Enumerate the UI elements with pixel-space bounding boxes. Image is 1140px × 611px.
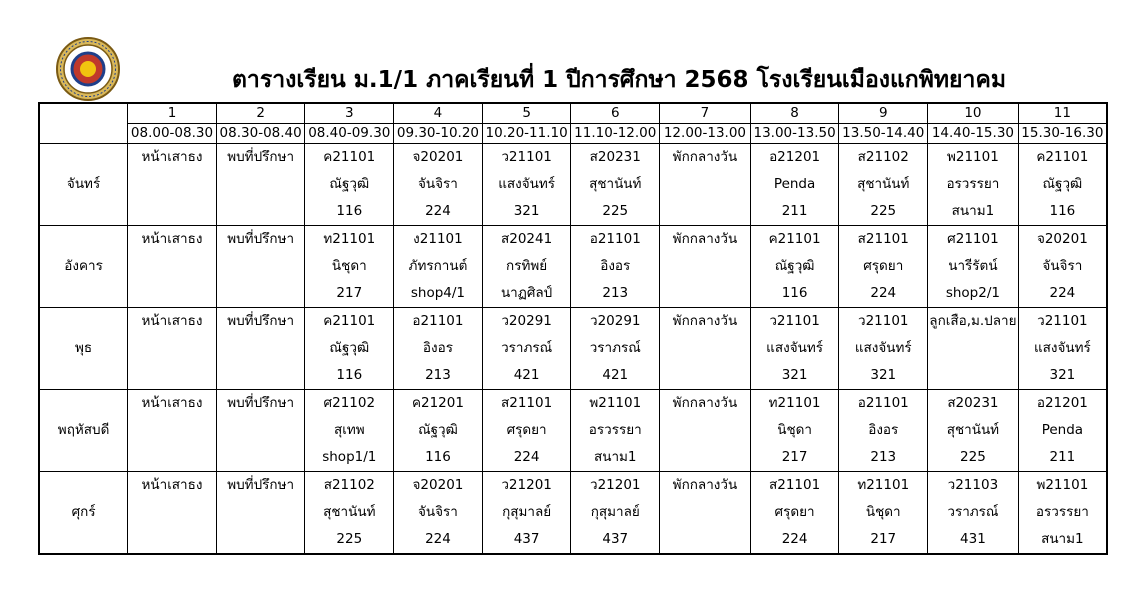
subject-code: จ20201 — [412, 149, 464, 165]
day-name: จันทร์ — [39, 144, 128, 226]
period-number: 2 — [216, 103, 305, 124]
period-number: 9 — [839, 103, 928, 124]
page-title: ตารางเรียน ม.1/1 ภาคเรียนที่ 1 ปีการศึกษา 2568 โรงเรียนเมืองแกพิทยาคม — [232, 67, 1006, 93]
room — [217, 444, 305, 471]
teacher-name — [128, 417, 216, 444]
subject-code: พักกลางวัน — [672, 313, 738, 329]
teacher-name: แสงจันทร์ — [766, 340, 823, 356]
schedule-cell — [839, 308, 928, 390]
school-logo — [55, 36, 121, 102]
schedule-cell — [750, 144, 839, 226]
subject-code: ศ21102 — [323, 395, 376, 411]
subject-code: พักกลางวัน — [672, 231, 738, 247]
room: 437 — [602, 531, 629, 547]
subject-code: พักกลางวัน — [672, 149, 738, 165]
subject-code: ว21201 — [590, 477, 641, 493]
subject-code: อ21101 — [412, 313, 464, 329]
subject-code: ส20241 — [501, 231, 553, 247]
schedule-cell — [1018, 226, 1107, 308]
subject-code: ว21101 — [769, 313, 820, 329]
schedule-cell — [839, 472, 928, 555]
teacher-name: แสงจันทร์ — [1033, 340, 1091, 356]
period-number: 7 — [660, 103, 751, 124]
period-time: 14.40-15.30 — [928, 124, 1019, 144]
room: 217 — [781, 449, 808, 465]
teacher-name — [217, 335, 305, 362]
teacher-name: ณัฐวุฒิ — [1042, 176, 1083, 192]
room — [128, 198, 216, 225]
teacher-name: ณัฐวุฒิ — [774, 258, 815, 274]
room: 116 — [781, 285, 808, 301]
room: 224 — [425, 203, 451, 219]
schedule-cell — [1018, 390, 1107, 472]
schedule-cell — [571, 390, 660, 472]
schedule-cell — [305, 308, 394, 390]
room: 116 — [1049, 203, 1076, 219]
teacher-name: อรวรรยา — [946, 176, 1000, 192]
room: 211 — [781, 203, 808, 219]
period-time: 11.10-12.00 — [571, 124, 660, 144]
period-time: 08.40-09.30 — [305, 124, 394, 144]
schedule-cell — [482, 308, 571, 390]
subject-code: ค21101 — [323, 149, 376, 165]
period-number: 6 — [571, 103, 660, 124]
room — [660, 444, 750, 471]
teacher-name: อิงอร — [868, 422, 899, 438]
subject-code: ง21101 — [413, 231, 463, 247]
period-time: 13.00-13.50 — [750, 124, 839, 144]
schedule-cell — [305, 144, 394, 226]
subject-code: อ21101 — [857, 395, 909, 411]
teacher-name: อิงอร — [422, 340, 453, 356]
teacher-name: จันจิรา — [1042, 258, 1083, 274]
schedule-cell — [1018, 472, 1107, 555]
schedule-cell — [839, 226, 928, 308]
header-row-period-numbers — [39, 103, 1107, 124]
schedule-cell — [482, 472, 571, 555]
teacher-name — [128, 499, 216, 526]
subject-code: หน้าเสาธง — [141, 231, 203, 247]
schedule-cell — [660, 144, 751, 226]
room: 224 — [1049, 285, 1076, 301]
room: 211 — [1049, 449, 1076, 465]
schedule-cell — [128, 308, 217, 390]
room: สนาม1 — [951, 203, 995, 219]
room: 225 — [870, 203, 897, 219]
room — [128, 526, 216, 553]
schedule-cell — [928, 308, 1019, 390]
schedule-cell — [216, 472, 305, 555]
schedule-cell — [750, 390, 839, 472]
subject-code: ว21201 — [501, 477, 552, 493]
teacher-name: สุเทพ — [333, 422, 365, 438]
schedule-cell — [482, 144, 571, 226]
room: นาฏศิลป์ — [500, 285, 553, 301]
teacher-name — [128, 335, 216, 362]
schedule-cell — [1018, 308, 1107, 390]
subject-code: พักกลางวัน — [672, 395, 738, 411]
teacher-name: ณัฐวุฒิ — [329, 176, 370, 192]
teacher-name: อิงอร — [600, 258, 631, 274]
schedule-cell — [128, 226, 217, 308]
subject-code: พบที่ปรึกษา — [227, 149, 295, 165]
subject-code: พ21101 — [946, 149, 999, 165]
schedule-cell — [571, 472, 660, 555]
schedule-cell — [128, 472, 217, 555]
teacher-name: กุสุมาลย์ — [590, 504, 640, 520]
schedule-cell — [660, 472, 751, 555]
subject-code: ว21103 — [947, 477, 999, 493]
subject-code: อ21101 — [589, 231, 641, 247]
schedule-cell — [216, 308, 305, 390]
subject-code: ว20291 — [501, 313, 552, 329]
room — [660, 198, 750, 225]
schedule-cell — [928, 390, 1019, 472]
period-number: 1 — [128, 103, 217, 124]
schedule-cell — [839, 390, 928, 472]
teacher-name: แสงจันทร์ — [854, 340, 912, 356]
room: สนาม1 — [1041, 531, 1084, 547]
room: 116 — [336, 203, 363, 219]
subject-code: ค21101 — [323, 313, 376, 329]
subject-code: จ20201 — [1036, 231, 1088, 247]
day-name: พฤหัสบดี — [39, 390, 128, 472]
teacher-name — [660, 499, 750, 526]
room: 116 — [336, 367, 363, 383]
teacher-name — [217, 417, 305, 444]
period-time: 13.50-14.40 — [839, 124, 928, 144]
subject-code: ส21101 — [501, 395, 553, 411]
teacher-name: ภัทรกานต์ — [408, 258, 468, 274]
subject-code: หน้าเสาธง — [141, 149, 203, 165]
subject-code: อ21201 — [1036, 395, 1088, 411]
room: 217 — [336, 285, 363, 301]
room — [128, 444, 216, 471]
teacher-name: จันจิรา — [418, 176, 458, 192]
teacher-name — [660, 171, 750, 198]
schedule-cell — [928, 226, 1019, 308]
timetable — [38, 102, 1108, 555]
teacher-name: ศรุดยา — [506, 422, 547, 438]
teacher-name: กุสุมาลย์ — [502, 504, 552, 520]
teacher-name: Penda — [773, 176, 816, 192]
subject-code: พบที่ปรึกษา — [227, 231, 295, 247]
schedule-cell — [305, 472, 394, 555]
teacher-name: ณัฐวุฒิ — [418, 422, 458, 438]
teacher-name: นิชุดา — [865, 504, 901, 520]
schedule-cell — [128, 390, 217, 472]
room: สนาม1 — [593, 449, 637, 465]
room: 321 — [781, 367, 808, 383]
day-name: ศุกร์ — [39, 472, 128, 555]
subject-code: ท21101 — [857, 477, 910, 493]
schedule-cell — [839, 144, 928, 226]
period-number: 3 — [305, 103, 394, 124]
teacher-name: สุชานันท์ — [323, 504, 376, 520]
schedule-cell — [1018, 144, 1107, 226]
schedule-cell — [750, 472, 839, 555]
period-time: 15.30-16.30 — [1018, 124, 1107, 144]
schedule-cell — [660, 390, 751, 472]
subject-code: อ21201 — [769, 149, 821, 165]
teacher-name: Penda — [1041, 422, 1084, 438]
subject-code: หน้าเสาธง — [141, 477, 203, 493]
schedule-cell — [482, 390, 571, 472]
room: shop1/1 — [322, 449, 377, 465]
schedule-cell — [394, 390, 483, 472]
schedule-cell — [305, 226, 394, 308]
period-number: 10 — [928, 103, 1019, 124]
subject-code: ส21101 — [769, 477, 821, 493]
schedule-cell — [216, 226, 305, 308]
room: 224 — [513, 449, 540, 465]
period-number: 11 — [1018, 103, 1107, 124]
subject-code: พักกลางวัน — [672, 477, 738, 493]
teacher-name — [660, 335, 750, 362]
room: 116 — [425, 449, 451, 465]
period-time: 08.00-08.30 — [128, 124, 217, 144]
teacher-name: วราภรณ์ — [501, 340, 553, 356]
room — [128, 362, 216, 389]
room: 225 — [960, 449, 986, 465]
subject-code: ศ21101 — [947, 231, 999, 247]
teacher-name — [217, 499, 305, 526]
subject-code: ส21101 — [857, 231, 909, 247]
teacher-name: ศรุดยา — [863, 258, 904, 274]
teacher-name — [660, 253, 750, 280]
subject-code: หน้าเสาธง — [141, 395, 203, 411]
schedule-cell — [216, 390, 305, 472]
room: 217 — [870, 531, 897, 547]
room — [128, 280, 216, 307]
room: 213 — [602, 285, 629, 301]
teacher-name — [660, 417, 750, 444]
room — [660, 362, 750, 389]
teacher-name — [128, 253, 216, 280]
subject-code: พบที่ปรึกษา — [227, 313, 295, 329]
teacher-name: วราภรณ์ — [947, 504, 999, 520]
subject-code: พ21101 — [589, 395, 642, 411]
schedule-cell — [394, 308, 483, 390]
schedule-cell — [660, 226, 751, 308]
schedule-cell — [571, 308, 660, 390]
subject-code: ค21101 — [768, 231, 821, 247]
schedule-cell — [571, 226, 660, 308]
period-time: 09.30-10.20 — [394, 124, 483, 144]
teacher-name: จันจิรา — [418, 504, 458, 520]
room: 421 — [513, 367, 540, 383]
subject-code: ค21101 — [1036, 149, 1089, 165]
subject-code: ลูกเสือ,ม.ปลาย — [929, 313, 1017, 329]
subject-code: ท21101 — [323, 231, 376, 247]
schedule-cell — [216, 144, 305, 226]
room: 321 — [513, 203, 540, 219]
room: 225 — [602, 203, 629, 219]
room — [217, 362, 305, 389]
teacher-name — [928, 335, 1018, 362]
header-row-period-times — [39, 124, 1107, 144]
room — [217, 198, 305, 225]
teacher-name — [128, 171, 216, 198]
teacher-name: สุชานันท์ — [589, 176, 642, 192]
schedule-cell — [482, 226, 571, 308]
room: shop4/1 — [410, 285, 466, 301]
subject-code: พบที่ปรึกษา — [227, 477, 295, 493]
schedule-cell — [928, 144, 1019, 226]
period-time: 12.00-13.00 — [660, 124, 751, 144]
schedule-cell — [394, 144, 483, 226]
subject-code: ว20291 — [590, 313, 641, 329]
day-name: อังคาร — [39, 226, 128, 308]
teacher-name — [217, 171, 305, 198]
subject-code: หน้าเสาธง — [141, 313, 203, 329]
corner-cell — [39, 103, 128, 144]
subject-code: พบที่ปรึกษา — [227, 395, 295, 411]
teacher-name: อรวรรยา — [588, 422, 642, 438]
schedule-cell — [660, 308, 751, 390]
teacher-name: กรทิพย์ — [506, 258, 548, 274]
room: 224 — [870, 285, 897, 301]
teacher-name: นิชุดา — [777, 422, 812, 438]
subject-code: ส20231 — [947, 395, 999, 411]
subject-code: ท21101 — [768, 395, 821, 411]
schedule-cell — [394, 226, 483, 308]
teacher-name: แสงจันทร์ — [498, 176, 556, 192]
period-number: 8 — [750, 103, 839, 124]
schedule-cell — [928, 472, 1019, 555]
room — [217, 280, 305, 307]
subject-code: ว21101 — [1037, 313, 1088, 329]
teacher-name: นิชุดา — [331, 258, 367, 274]
period-time: 08.30-08.40 — [216, 124, 305, 144]
teacher-name: วราภรณ์ — [589, 340, 641, 356]
teacher-name: อรวรรยา — [1035, 504, 1089, 520]
room: 437 — [513, 531, 540, 547]
room: 213 — [870, 449, 897, 465]
subject-code: พ21101 — [1036, 477, 1089, 493]
subject-code: ส21102 — [857, 149, 909, 165]
room — [928, 362, 1018, 389]
subject-code: ว21101 — [857, 313, 909, 329]
schedule-cell — [305, 390, 394, 472]
schedule-cell — [750, 226, 839, 308]
schedule-cell — [394, 472, 483, 555]
schedule-cell — [128, 144, 217, 226]
teacher-name: นารีรัตน์ — [948, 258, 998, 274]
room — [660, 280, 750, 307]
room: 431 — [960, 531, 986, 547]
period-number: 5 — [482, 103, 571, 124]
day-name: พุธ — [39, 308, 128, 390]
teacher-name: สุชานันท์ — [946, 422, 1000, 438]
schedule-cell — [571, 144, 660, 226]
room — [660, 526, 750, 553]
subject-code: ค21201 — [411, 395, 464, 411]
teacher-name: สุชานันท์ — [857, 176, 910, 192]
room: 421 — [602, 367, 629, 383]
room — [217, 526, 305, 553]
period-number: 4 — [394, 103, 483, 124]
room: 224 — [781, 531, 808, 547]
period-time: 10.20-11.10 — [482, 124, 571, 144]
subject-code: จ20201 — [412, 477, 464, 493]
teacher-name: ศรุดยา — [774, 504, 815, 520]
teacher-name: ณัฐวุฒิ — [329, 340, 370, 356]
schedule-cell — [750, 308, 839, 390]
teacher-name — [217, 253, 305, 280]
room: 224 — [425, 531, 451, 547]
room: 321 — [870, 367, 897, 383]
subject-code: ว21101 — [501, 149, 552, 165]
subject-code: ส21102 — [323, 477, 375, 493]
room: 213 — [425, 367, 451, 383]
subject-code: ส20231 — [589, 149, 641, 165]
room: 225 — [336, 531, 363, 547]
room: shop2/1 — [945, 285, 1000, 301]
room: 321 — [1049, 367, 1076, 383]
